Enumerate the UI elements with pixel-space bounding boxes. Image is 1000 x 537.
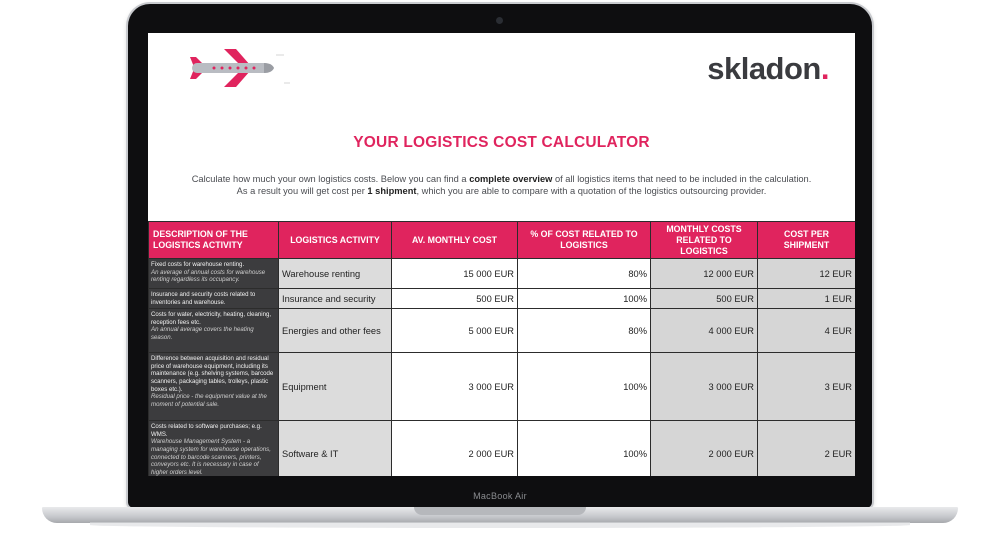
per-shipment-value: 1 EUR [758,289,856,309]
table-row [149,289,856,309]
table-header-row [149,222,856,259]
row-description: Costs for water, electricity, heating, cleaning, reception fees etc. An annual average covers the heating season. [149,309,279,353]
row-activity: Energies and other fees [279,309,392,353]
intro-text [148,173,855,197]
avg-cost-input[interactable]: 5 000 EUR [392,309,518,353]
percent-input[interactable]: 100% [518,289,651,309]
per-shipment-value: 4 EUR [758,309,856,353]
page-title: YOUR LOGISTICS COST CALCULATOR [353,134,650,151]
header-per-shipment: COST PER SHIPMENT [758,222,856,259]
screen [148,33,855,476]
table-row [149,421,856,476]
row-description: Fixed costs for warehouse renting. An average of annual costs for warehouse renting regardless its occupancy. [149,259,279,289]
header-activity: LOGISTICS ACTIVITY [279,222,392,259]
row-activity: Equipment [279,353,392,421]
monthly-logistics-value: 500 EUR [651,289,758,309]
header-monthly-logistics: MONTHLY COSTS RELATED TO LOGISTICS [651,222,758,259]
avg-cost-input[interactable]: 500 EUR [392,289,518,309]
row-activity: Software & IT [279,421,392,476]
per-shipment-value: 12 EUR [758,259,856,289]
airplane-icon [184,43,294,93]
header-description: DESCRIPTION OF THE LOGISTICS ACTIVITY [149,222,279,259]
avg-cost-input[interactable]: 15 000 EUR [392,259,518,289]
intro-line-2: As a result you will get cost per 1 shipment, which you are able to compare with a quotation of the logistics outsourcing provider. [236,186,767,196]
table-row [149,259,856,289]
percent-input[interactable]: 100% [518,353,651,421]
row-description: Difference between acquisition and residual price of warehouse equipment, including its maintenance (e.g. shelving systems, barcode scanners, packaging tables, trolleys, plastic boxes etc.). Residual price - the equipment value at the moment of potential sale. [149,353,279,421]
laptop-shadow [90,522,910,528]
monthly-logistics-value: 12 000 EUR [651,259,758,289]
table-row [149,309,856,353]
logo-dot: . [820,51,829,86]
header-percent: % OF COST RELATED TO LOGISTICS [518,222,651,259]
percent-input[interactable]: 80% [518,309,651,353]
avg-cost-input[interactable]: 2 000 EUR [392,421,518,476]
monthly-logistics-value: 4 000 EUR [651,309,758,353]
per-shipment-value: 2 EUR [758,421,856,476]
monthly-logistics-value: 3 000 EUR [651,353,758,421]
device-label: MacBook Air [473,491,527,501]
logo-text: skladon [707,51,821,86]
per-shipment-value: 3 EUR [758,353,856,421]
row-activity: Warehouse renting [279,259,392,289]
cost-table [148,221,855,476]
laptop-notch [414,507,586,515]
camera-icon [496,17,503,24]
table-row [149,353,856,421]
percent-input[interactable]: 100% [518,421,651,476]
row-activity: Insurance and security [279,289,392,309]
intro-line-1: Calculate how much your own logistics costs. Below you can find a complete overview of all logistics items that need to be included in the calculation. [191,174,812,184]
header-avg-monthly: AV. MONTHLY COST [392,222,518,259]
row-description: Costs related to software purchases; e.g. WMS. Warehouse Management System - a managing system for warehouse operations, connected to barcode scanners, printers, conveyors etc. It is necessary in case of higher orders level. [149,421,279,476]
percent-input[interactable]: 80% [518,259,651,289]
avg-cost-input[interactable]: 3 000 EUR [392,353,518,421]
skladon-logo [707,51,829,87]
monthly-logistics-value: 2 000 EUR [651,421,758,476]
row-description: Insurance and security costs related to inventories and warehouse. [149,289,279,309]
